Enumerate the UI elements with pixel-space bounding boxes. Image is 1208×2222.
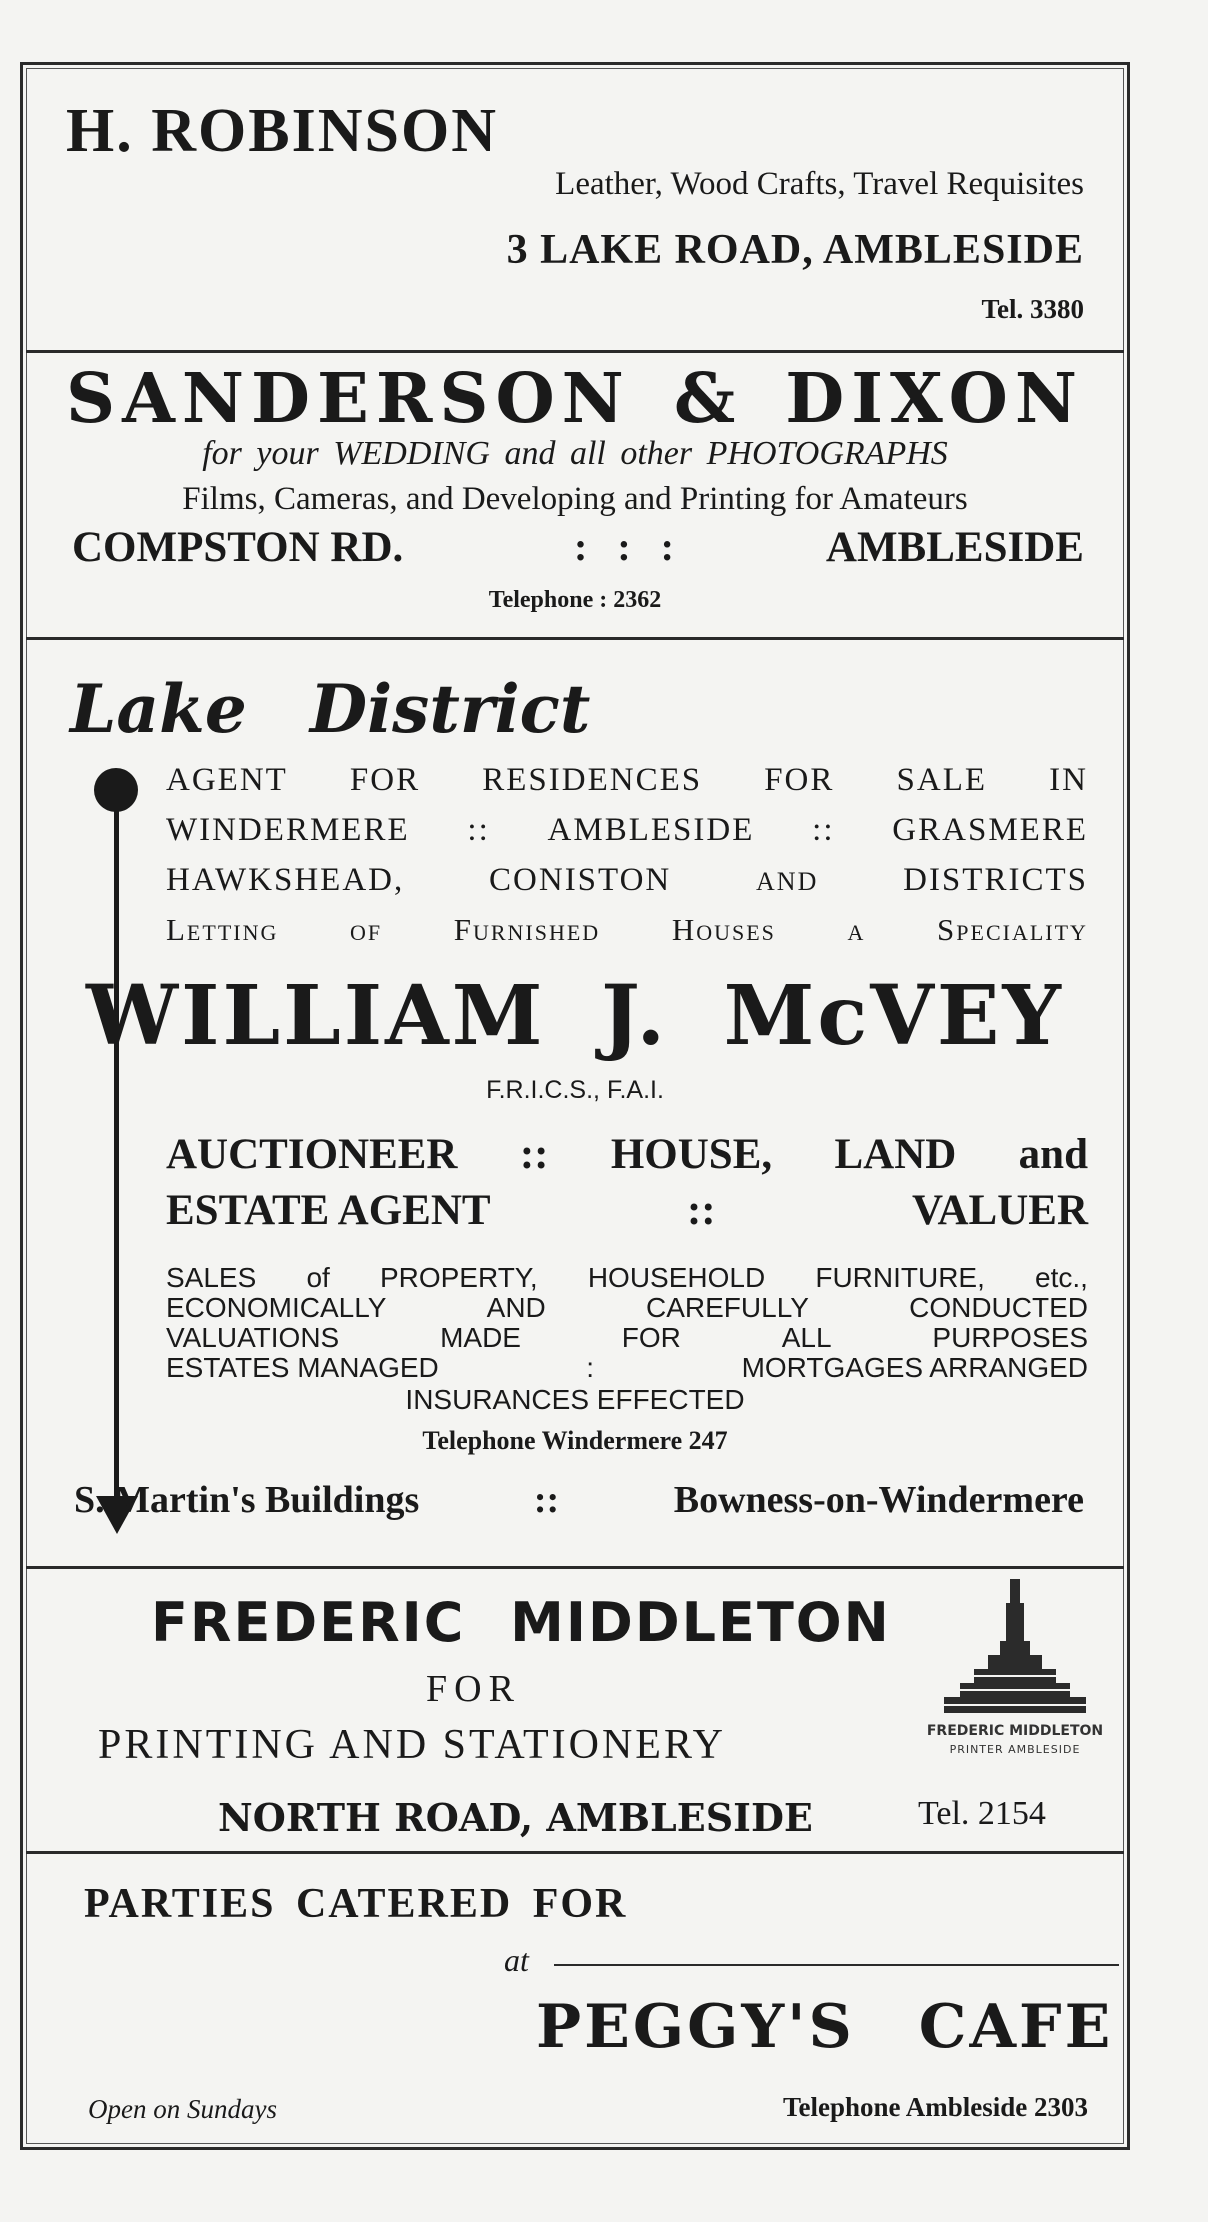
name-left: SANDERSON bbox=[66, 359, 631, 439]
word: HAWKSHEAD, bbox=[166, 862, 405, 898]
word: of bbox=[306, 1262, 330, 1293]
advertiser-name bbox=[66, 359, 1084, 439]
services-line-2 bbox=[166, 1186, 1088, 1235]
logo-caption: FREDERIC MIDDLETON bbox=[926, 1723, 1104, 1739]
word: ESTATE AGENT bbox=[166, 1187, 491, 1234]
word: AUCTIONEER bbox=[166, 1131, 458, 1178]
town: Bowness-on-Windermere bbox=[673, 1479, 1084, 1521]
for-label: FOR bbox=[426, 1668, 521, 1710]
word: : bbox=[586, 1352, 595, 1383]
word: :: bbox=[686, 1187, 716, 1234]
word: HOUSEHOLD bbox=[587, 1262, 766, 1293]
at-label: at bbox=[504, 1942, 529, 1978]
agency-line-3 bbox=[166, 862, 1088, 902]
telephone: Telephone : 2362 bbox=[488, 587, 662, 613]
telephone: Tel. 2154 bbox=[918, 1795, 1046, 1832]
heading: Lake District bbox=[70, 670, 591, 748]
word: AGENT bbox=[166, 762, 288, 798]
word: PURPOSES bbox=[932, 1322, 1088, 1353]
name-right: DIXON bbox=[785, 359, 1084, 439]
opening-note: Open on Sundays bbox=[88, 2094, 277, 2124]
word: VALUER bbox=[911, 1187, 1088, 1234]
address-line: 3 LAKE ROAD, AMBLESIDE bbox=[506, 227, 1084, 273]
agency-line-4 bbox=[166, 912, 1088, 948]
advertiser-name: H. ROBINSON bbox=[66, 97, 498, 165]
telephone: Tel. 3380 bbox=[981, 294, 1084, 324]
word: FURNITURE, bbox=[815, 1262, 985, 1293]
services-line: Films, Cameras, and Developing and Printing for Amateurs bbox=[182, 481, 968, 517]
word: GRASMERE bbox=[892, 812, 1088, 848]
word: AND bbox=[486, 1292, 546, 1323]
separator: :: bbox=[533, 1479, 560, 1521]
word: MADE bbox=[440, 1322, 521, 1353]
detail-line-1 bbox=[166, 1264, 1088, 1292]
word: CAREFULLY bbox=[646, 1292, 809, 1323]
address-line: NORTH ROAD, AMBLESIDE bbox=[218, 1795, 813, 1840]
services-line: PRINTING AND STATIONERY bbox=[98, 1722, 726, 1768]
logo-subcaption: PRINTER AMBLESIDE bbox=[949, 1743, 1081, 1756]
word: RESIDENCES bbox=[482, 762, 703, 798]
headline: PARTIES CATERED FOR bbox=[84, 1881, 628, 1927]
word: FOR bbox=[621, 1322, 681, 1353]
word: SALES bbox=[166, 1262, 257, 1293]
word: LAND bbox=[834, 1131, 957, 1178]
street: COMPSTON RD. bbox=[72, 524, 404, 571]
word: CONDUCTED bbox=[909, 1292, 1088, 1323]
word: Letting bbox=[166, 912, 279, 947]
word: and bbox=[1018, 1131, 1088, 1178]
word: MORTGAGES ARRANGED bbox=[741, 1352, 1088, 1383]
advertiser-name: WILLIAM J. McVEY bbox=[86, 968, 1064, 1064]
advertiser-name: FREDERIC MIDDLETON bbox=[151, 1591, 891, 1654]
word: DISTRICTS bbox=[903, 862, 1088, 898]
address-line bbox=[74, 1478, 1084, 1522]
word: FOR bbox=[349, 762, 421, 798]
word: ALL bbox=[781, 1322, 832, 1353]
qualifications: F.R.I.C.S., F.A.I. bbox=[486, 1076, 664, 1104]
ad-peggys-cafe bbox=[26, 1854, 1124, 2142]
word: PROPERTY, bbox=[379, 1262, 538, 1293]
rule-line bbox=[554, 1964, 1119, 1966]
name-ampersand: & bbox=[673, 359, 743, 439]
word: FOR bbox=[764, 762, 835, 798]
word: ECONOMICALLY bbox=[166, 1292, 387, 1323]
detail-line-2 bbox=[166, 1294, 1088, 1322]
word: CONISTON bbox=[489, 862, 672, 898]
ad-middleton bbox=[26, 1569, 1124, 1851]
detail-line-4 bbox=[166, 1354, 1088, 1382]
agency-line-1 bbox=[166, 762, 1088, 799]
ad-sanderson-dixon bbox=[26, 353, 1124, 637]
word: HOUSE, bbox=[610, 1131, 773, 1178]
town: AMBLESIDE bbox=[825, 524, 1084, 571]
word: Speciality bbox=[937, 912, 1088, 947]
word: of bbox=[349, 912, 383, 947]
word: Houses bbox=[671, 912, 776, 947]
word: WINDERMERE bbox=[166, 812, 410, 848]
word: IN bbox=[1049, 762, 1088, 798]
word: etc., bbox=[1035, 1262, 1088, 1293]
ad-mcvey bbox=[26, 640, 1124, 1566]
trades-line: Leather, Wood Crafts, Travel Requisites bbox=[555, 166, 1084, 202]
building: S. Martin's Buildings bbox=[74, 1479, 420, 1521]
separator: : : : bbox=[574, 524, 684, 569]
word: a bbox=[847, 912, 866, 947]
word: :: bbox=[812, 812, 835, 848]
telephone: Telephone Ambleside 2303 bbox=[782, 2092, 1088, 2122]
word: SALE bbox=[896, 762, 988, 798]
detail-line-5: INSURANCES EFFECTED bbox=[405, 1384, 745, 1415]
word: AND bbox=[756, 867, 819, 896]
word: ESTATES MANAGED bbox=[166, 1352, 439, 1383]
ad-robinson bbox=[26, 68, 1124, 350]
word: :: bbox=[519, 1131, 549, 1178]
telephone: Telephone Windermere 247 bbox=[422, 1426, 728, 1455]
advertiser-name: PEGGY'S CAFE bbox=[536, 1992, 1114, 2062]
agency-line-2 bbox=[166, 812, 1088, 849]
word: AMBLESIDE bbox=[547, 812, 755, 848]
tagline: for your WEDDING and all other PHOTOGRAPHS bbox=[202, 435, 948, 472]
word: VALUATIONS bbox=[166, 1322, 340, 1353]
word: :: bbox=[467, 812, 490, 848]
services-line-1 bbox=[166, 1130, 1088, 1179]
detail-line-3 bbox=[166, 1324, 1088, 1352]
word: Furnished bbox=[453, 912, 601, 947]
